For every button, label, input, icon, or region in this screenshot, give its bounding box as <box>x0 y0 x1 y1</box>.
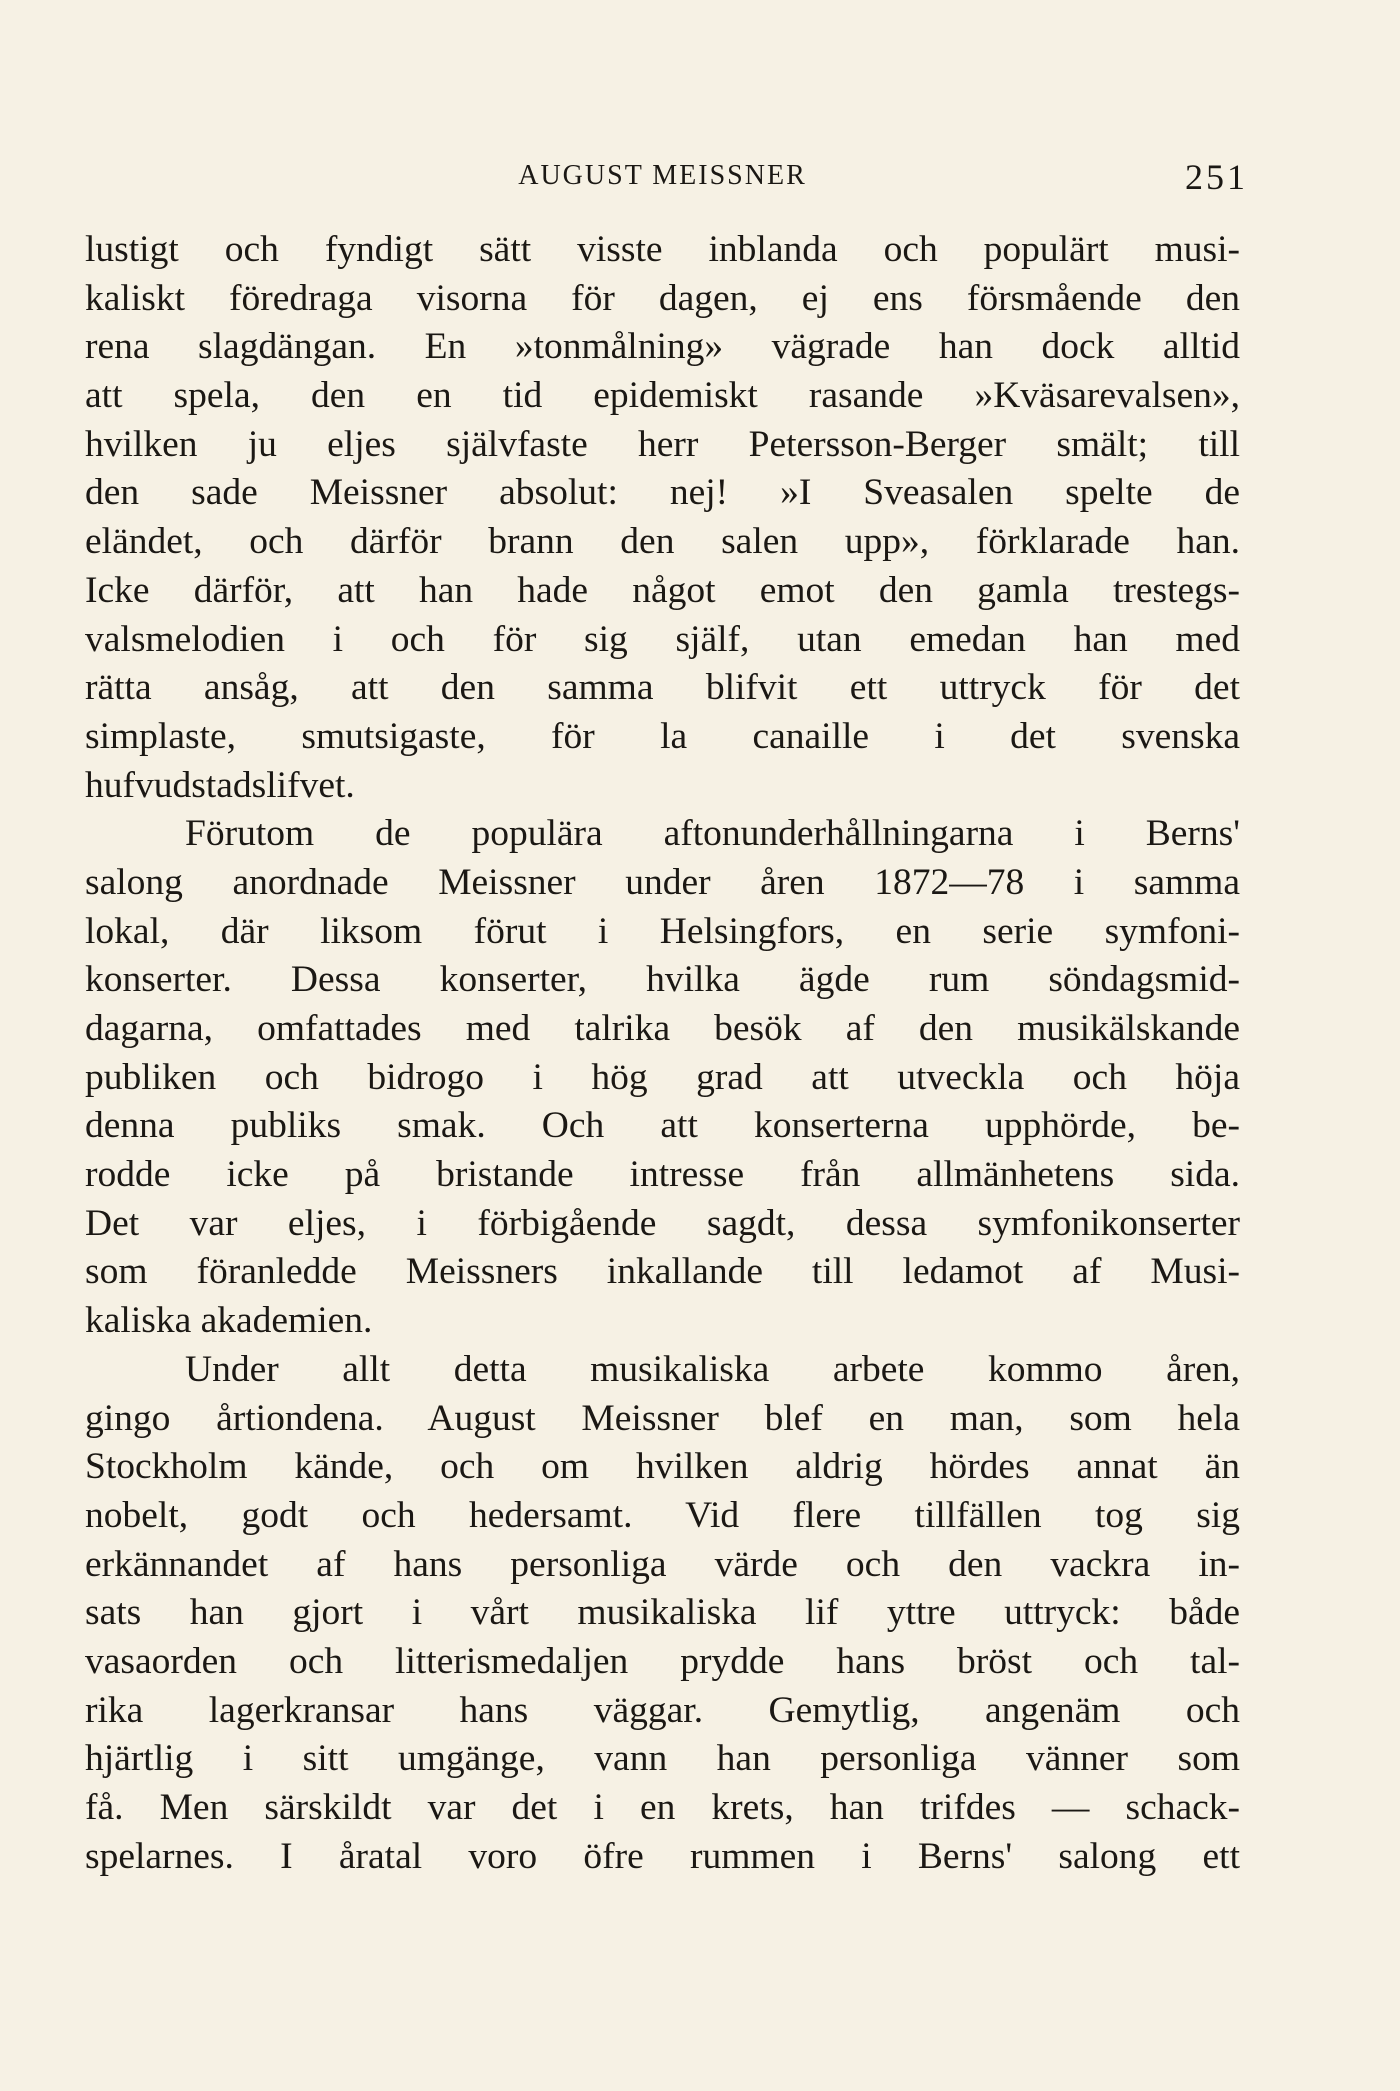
text-line: simplaste, smutsigaste, för la canaille i det svenska <box>85 715 1240 757</box>
text-line: denna publiks smak. Och att konserterna upphörde, be- <box>85 1105 1240 1147</box>
text-line: publiken och bidrogo i hög grad att utveckla och höja <box>85 1056 1240 1098</box>
text-line: få. Men särskildt var det i en krets, han trifdes — schack- <box>85 1787 1240 1828</box>
text-line: att spela, den en tid epidemiskt rasande »Kväsarevalsen», <box>85 375 1240 417</box>
text-line: vasaorden och litterismedaljen prydde hans bröst och tal- <box>85 1640 1240 1682</box>
text-line: lustigt och fyndigt sätt visste inblanda och populärt musi- <box>85 229 1240 270</box>
text-line: som föranledde Meissners inkallande till ledamot af Musi- <box>85 1251 1240 1293</box>
text-line: erkännandet af hans personliga värde och den vackra in- <box>85 1543 1240 1585</box>
text-line: Under allt detta musikaliska arbete kommo åren, <box>185 1348 1240 1390</box>
text-line: nobelt, godt och hedersamt. Vid flere tillfällen tog sig <box>85 1494 1240 1536</box>
text-line: hufvudstadslifvet. <box>85 764 355 806</box>
paragraph-3 <box>85 1346 1240 1882</box>
text-line: Förutom de populära aftonunderhållningarna i Berns' <box>185 813 1240 855</box>
paragraph-1 <box>85 226 1240 810</box>
running-title: AUGUST MEISSNER <box>518 160 807 191</box>
text-line: eländet, och därför brann den salen upp», förklarade han. <box>85 521 1240 563</box>
text-line: rika lagerkransar hans väggar. Gemytlig, angenäm och <box>85 1689 1240 1731</box>
page-number: 251 <box>1185 157 1248 197</box>
text-line: hvilken ju eljes självfaste herr Petersson-Berger smält; till <box>85 423 1240 465</box>
running-head <box>85 157 1248 200</box>
text-line: rätta ansåg, att den samma blifvit ett uttryck för det <box>85 667 1240 709</box>
text-line: Icke därför, att han hade något emot den gamla trestegs- <box>85 569 1240 611</box>
text-line: dagarna, omfattades med talrika besök af den musikälskande <box>85 1008 1240 1049</box>
text-line: valsmelodien i och för sig själf, utan emedan han med <box>85 618 1240 660</box>
text-line: Det var eljes, i förbigående sagdt, dessa symfonikonserter <box>85 1202 1240 1244</box>
text-line: lokal, där liksom förut i Helsingfors, en serie symfoni- <box>85 910 1240 952</box>
text-line: spelarnes. I åratal voro öfre rummen i Berns' salong ett <box>85 1835 1240 1877</box>
text-line: hjärtlig i sitt umgänge, vann han personliga vänner som <box>85 1738 1240 1780</box>
text-line: kaliskt föredraga visorna för dagen, ej ens försmående den <box>85 277 1240 319</box>
text-line: salong anordnade Meissner under åren 1872—78 i samma <box>85 861 1240 903</box>
text-line: den sade Meissner absolut: nej! »I Sveasalen spelte de <box>85 472 1240 514</box>
text-line: gingo årtiondena. August Meissner blef en man, som hela <box>85 1397 1240 1439</box>
text-line: sats han gjort i vårt musikaliska lif yttre uttryck: både <box>85 1592 1240 1634</box>
text-line: rodde icke på bristande intresse från allmänhetens sida. <box>85 1154 1240 1196</box>
text-line: konserter. Dessa konserter, hvilka ägde rum söndagsmid- <box>85 959 1240 1001</box>
text-line: rena slagdängan. En »tonmålning» vägrade han dock alltid <box>85 326 1240 368</box>
text-line: Stockholm kände, och om hvilken aldrig hördes annat än <box>85 1446 1240 1488</box>
text-line: kaliska akademien. <box>85 1300 373 1342</box>
paragraph-2 <box>85 810 1240 1346</box>
body-text <box>85 226 1240 1881</box>
